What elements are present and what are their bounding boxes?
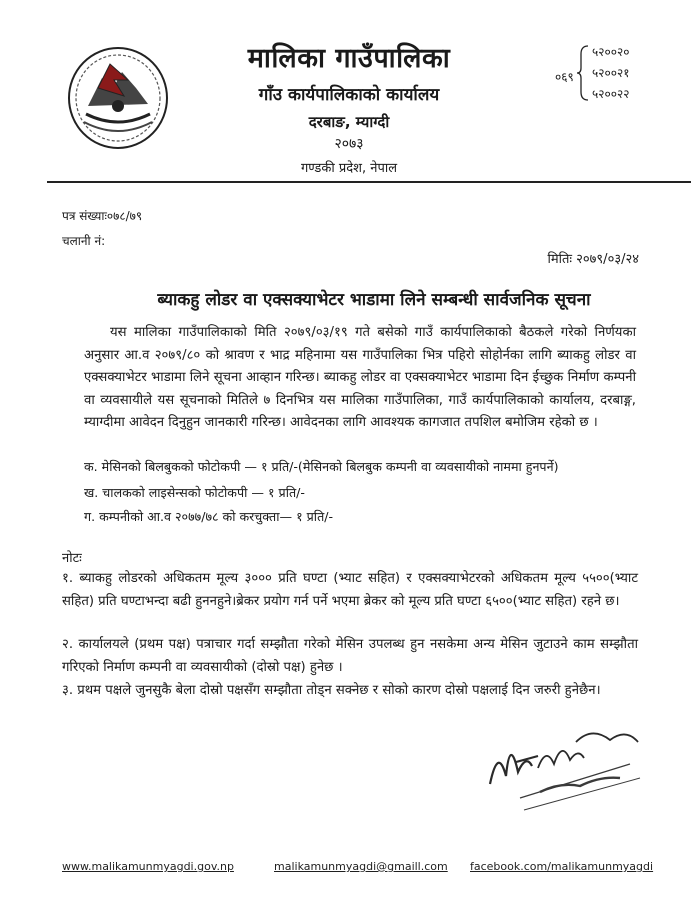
note-item: ३. प्रथम पक्षले जुनसुकै बेला दोस्रो पक्षसँग सम्झौता तोड्न सक्नेछ र सोको कारण दोस्रो पक्षलाई दिन जरुरी हुनेछैन। [62, 683, 601, 698]
email-link[interactable]: malikamunmyagdi@gmaill.com [274, 860, 448, 873]
requirement-item: ख. चालकको लाइसेन्सको फोटोकपी — १ प्रति/- [84, 485, 305, 500]
nepal-emblem-icon [66, 44, 170, 150]
phone-number: ५२००२१ [592, 66, 630, 80]
phone-number: ५२००२२ [592, 87, 630, 101]
dispatch-number: चलानी नं: [62, 234, 106, 248]
note-item: १. ब्याकहु लोडरको अधिकतम मूल्य ३००० प्रति घण्टा (भ्याट सहित) र एक्सक्याभेटरको अधिकतम मूल्य ५५००(भ्याट सहित) प्रति घण्टाभन्दा बढी हुननहुने।ब्रेकर प्रयोग गर्न पर्ने भएमा ब्रेकर को मूल्य प्रति घण्टा ६५००(भ्याट सहित) रहने छ। [62, 571, 638, 609]
org-province: गण्डकी प्रदेश, नेपाल [300, 161, 398, 176]
website-link[interactable]: www.malikamunmyagdi.gov.np [62, 860, 234, 873]
phone-list [592, 42, 629, 105]
phone-number: ५२००२० [592, 45, 630, 59]
notes-heading: नोटः [62, 551, 82, 566]
notice-title: ब्याकहु लोडर वा एक्सक्याभेटर भाडामा लिने सम्बन्धी सार्वजनिक सूचना [157, 290, 591, 310]
facebook-link[interactable]: facebook.com/malikamunmyagdi [470, 860, 654, 873]
org-subtitle: गाँउ कार्यपालिकाको कार्यालय [258, 85, 440, 105]
letter-number: पत्र संख्याः०७८/७९ [62, 209, 143, 223]
org-year: २०७३ [334, 136, 364, 152]
header-divider [47, 181, 691, 183]
requirement-item: क. मेसिनको बिलबुकको फोटोकपी — १ प्रति/-(मेसिनको बिलबुक कम्पनी वा व्यवसायीको नाममा हुनपर्ने) [84, 459, 559, 474]
org-title: मालिका गाउँपालिका [247, 43, 451, 74]
requirement-item: ग. कम्पनीको आ.व २०७७/७८ को करचुक्ता— १ प्रति/- [84, 509, 334, 524]
notice-body: यस मालिका गाउँपालिकाको मिति २०७९/०३/१९ गते बसेको गाउँ कार्यपालिकाको बैठकले गरेको निर्णयका अनुसार आ.व २०७९/८० को श्रावण र भाद्र महिनामा यस गाउँपालिका भित्र पहिरो सोहोर्नका लागि ब्याकहु लोडर वा एक्सक्याभेटर भाडामा लिने सूचना आव्हान गरिन्छ। ब्याकहु लोडर वा एक्सक्याभेटर भाडामा दिन ईच्छुक निर्माण कम्पनी वा व्यवसायीले यस सूचनाको मितिले ७ दिनभित्र यस मालिका गाउँपालिका, गाउँ कार्यपालिकाको कार्यालय, दरबाङ्ग, म्याग्दीमा आवेदन दिनुहुन जानकारी गरिन्छ। आवेदनका लागि आवश्यक कागजात तपशिल बमोजिम रहेको छ । [84, 325, 636, 430]
org-address: दरबाङ, म्याग्दी [308, 113, 390, 131]
letter-date: मितिः २०७९/०३/२४ [547, 252, 639, 267]
note-item: २. कार्यालयले (प्रथम पक्ष) पत्राचार गर्दा सम्झौता गरेको मेसिन उपलब्ध हुन नसकेमा अन्य मेसिन जुटाउने काम सम्झौता गरिएको निर्माण कम्पनी वा व्यवसायीको (दोस्रो पक्ष) हुनेछ । [62, 637, 638, 675]
phone-area-code: ०६९ [555, 70, 574, 84]
brace-icon [576, 44, 590, 102]
signature-stamp-icon [480, 706, 650, 816]
